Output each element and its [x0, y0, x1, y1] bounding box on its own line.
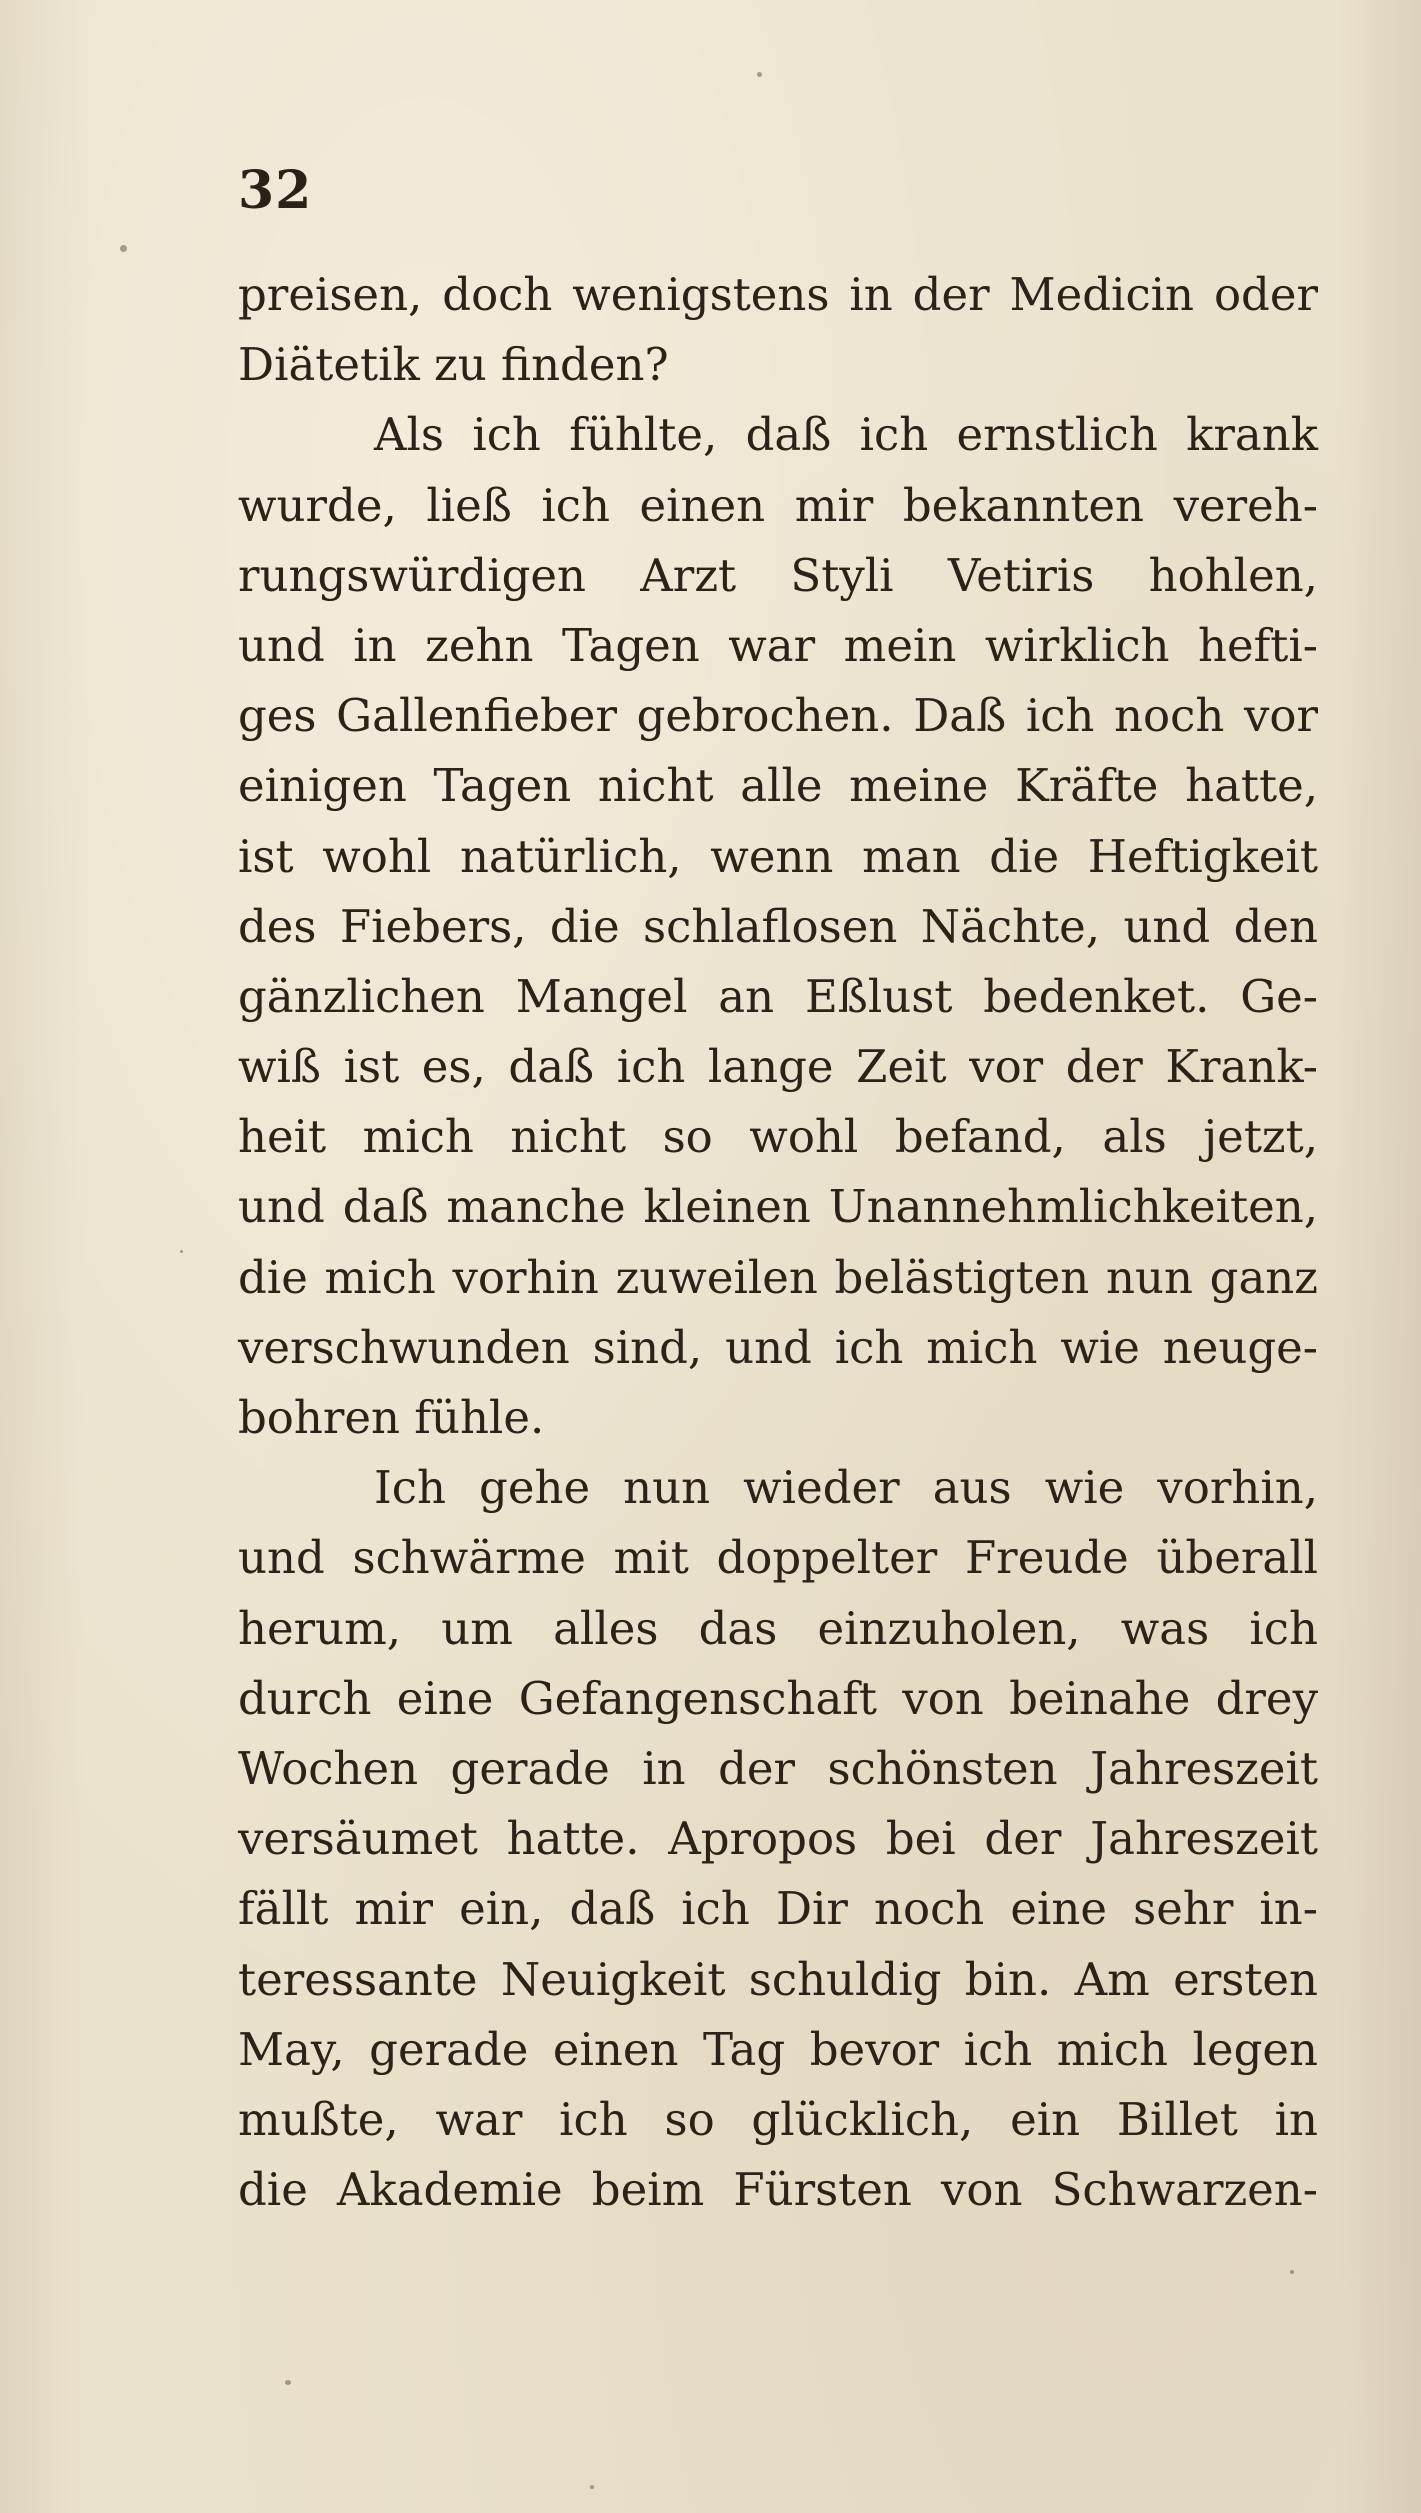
- text-line: die mich vorhin zuweilen belästigten nun ganz: [238, 1250, 1318, 1304]
- text-line: versäumet hatte. Apropos bei der Jahreszeit: [238, 1812, 1318, 1866]
- body-text: [238, 260, 1318, 2225]
- text-line: preisen, doch wenigstens in der Medicin oder: [238, 268, 1318, 321]
- text-line: teressante Neuigkeit schuldig bin. Am ersten: [238, 1952, 1318, 2006]
- text-line: Als ich fühlte, daß ich ernstlich krank: [374, 408, 1318, 462]
- text-line: Wochen gerade in der schönsten Jahreszeit: [238, 1741, 1318, 1795]
- text-line: wiß ist es, daß ich lange Zeit vor der Krank-: [238, 1040, 1318, 1094]
- text-line: des Fiebers, die schlaflosen Nächte, und den: [238, 899, 1318, 953]
- text-line: gänzlichen Mangel an Eßlust bedenket. Ge-: [238, 969, 1318, 1023]
- page-number: 32: [238, 160, 313, 221]
- text-line: ist wohl natürlich, wenn man die Heftigkeit: [238, 829, 1318, 883]
- text-line: May, gerade einen Tag bevor ich mich legen: [238, 2022, 1318, 2076]
- text-line: heit mich nicht so wohl befand, als jetzt,: [238, 1110, 1318, 1164]
- text-line: verschwunden sind, und ich mich wie neuge-: [238, 1320, 1318, 1374]
- text-line: durch eine Gefangenschaft von beinahe drey: [238, 1671, 1318, 1725]
- text-line: mußte, war ich so glücklich, ein Billet in: [238, 2092, 1318, 2146]
- paper-speck: [1290, 2270, 1294, 2274]
- text-line: rungswürdigen Arzt Styli Vetiris hohlen,: [238, 548, 1318, 602]
- paper-speck: [180, 1250, 183, 1253]
- text-line: wurde, ließ ich einen mir bekannten vereh-: [238, 478, 1318, 532]
- text-line: herum, um alles das einzuholen, was ich: [238, 1601, 1318, 1655]
- paper-speck: [590, 2485, 594, 2489]
- text-line: Ich gehe nun wieder aus wie vorhin,: [374, 1461, 1318, 1515]
- text-line: Diätetik zu finden?: [238, 338, 669, 392]
- text-line: und daß manche kleinen Unannehmlichkeiten,: [238, 1180, 1318, 1234]
- paper-speck: [757, 72, 762, 77]
- text-line: ges Gallenfieber gebrochen. Daß ich noch vor: [238, 689, 1318, 743]
- paper-speck: [120, 245, 127, 252]
- text-line: bohren fühle.: [238, 1391, 545, 1444]
- text-line: einigen Tagen nicht alle meine Kräfte hatte,: [238, 759, 1318, 813]
- text-line: die Akademie beim Fürsten von Schwarzen-: [238, 2163, 1318, 2217]
- text-line: fällt mir ein, daß ich Dir noch eine sehr in-: [238, 1882, 1318, 1936]
- text-line: und in zehn Tagen war mein wirklich hefti-: [238, 618, 1318, 672]
- paper-speck: [285, 2380, 291, 2385]
- text-line: und schwärme mit doppelter Freude überall: [238, 1531, 1318, 1585]
